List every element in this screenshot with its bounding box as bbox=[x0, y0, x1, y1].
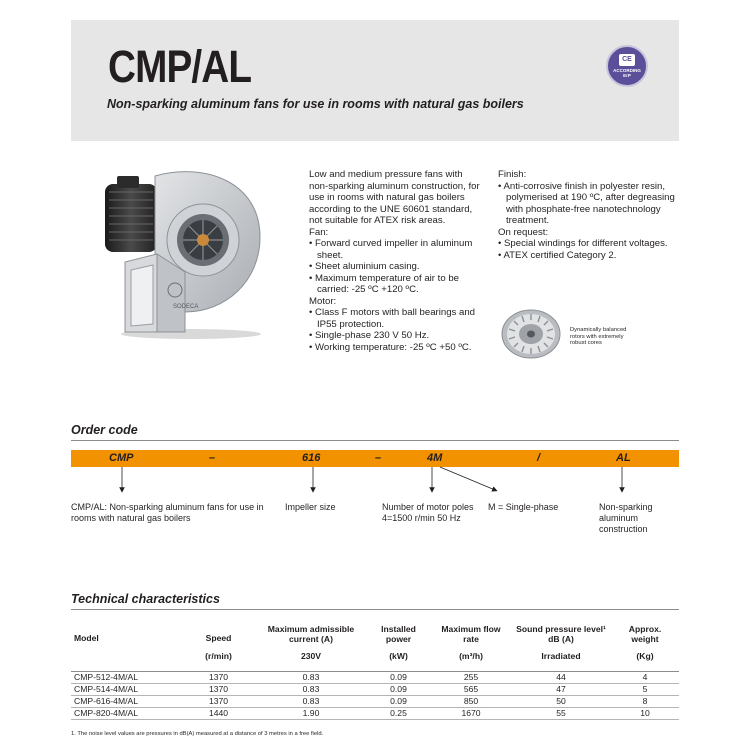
list-item: • Single-phase 230 V 50 Hz. bbox=[309, 330, 484, 342]
cell-flow: 255 bbox=[431, 672, 511, 684]
cell-model: CMP-512-4M/AL bbox=[71, 672, 181, 684]
badge-line-1: ACCORDING bbox=[613, 68, 641, 73]
header-panel bbox=[71, 20, 679, 141]
fan-product-image bbox=[95, 162, 275, 340]
cell-power: 0.09 bbox=[366, 684, 431, 696]
cell-weight: 4 bbox=[611, 672, 679, 684]
cell-current: 0.83 bbox=[256, 684, 366, 696]
col-header-speed: Speed bbox=[205, 632, 232, 643]
order-code-title: Order code bbox=[71, 423, 138, 437]
table-row bbox=[71, 708, 679, 720]
on-request-list bbox=[498, 238, 678, 261]
col-header-power: Installed power bbox=[381, 624, 416, 644]
code-desc-impeller: Impeller size bbox=[285, 502, 336, 512]
cell-model: CMP-820-4M/AL bbox=[71, 708, 181, 720]
on-request-heading: On request: bbox=[498, 226, 549, 238]
page-subtitle: Non-sparking aluminum fans for use in rooms with natural gas boilers bbox=[107, 97, 524, 111]
cell-sound: 47 bbox=[511, 684, 611, 696]
description-right-column bbox=[498, 169, 678, 261]
cell-sound: 44 bbox=[511, 672, 611, 684]
col-header-model: Model bbox=[74, 632, 99, 643]
order-code-bar bbox=[71, 450, 679, 467]
list-item: • Maximum temperature of air to be carried: -25 ºC +120 ºC. bbox=[309, 273, 484, 296]
unit-flow: (m³/h) bbox=[431, 651, 511, 672]
table-footnote: 1. The noise level values are pressures in dB(A) measured at a distance of 3 metres in a free field. bbox=[71, 731, 324, 737]
cell-current: 0.83 bbox=[256, 672, 366, 684]
col-header-flow: Maximum flow rate bbox=[441, 624, 501, 644]
photo-brand-label: SODECA bbox=[173, 304, 199, 310]
code-desc-phase: M = Single-phase bbox=[488, 502, 559, 512]
technical-table bbox=[71, 624, 679, 720]
col-header-weight: Approx. weight bbox=[628, 624, 662, 644]
finish-heading: Finish: bbox=[498, 169, 527, 180]
list-item: • Sheet aluminium casing. bbox=[309, 261, 484, 273]
cell-sound: 50 bbox=[511, 696, 611, 708]
cell-flow: 1670 bbox=[431, 708, 511, 720]
cell-speed: 1370 bbox=[181, 672, 256, 684]
code-desc-poles: Number of motor poles 4=1500 r/min 50 Hz bbox=[382, 502, 474, 523]
unit-current: 230V bbox=[256, 651, 366, 672]
col-header-sound: Sound pressure level¹ dB (A) bbox=[516, 624, 606, 644]
code-part-slash: / bbox=[537, 452, 541, 464]
cell-flow: 850 bbox=[431, 696, 511, 708]
unit-speed: (r/min) bbox=[181, 651, 256, 672]
table-row bbox=[71, 696, 679, 708]
badge-line-2: ErP bbox=[623, 73, 631, 78]
list-item: • Anti-corrosive finish in polyester resin, polymerised at 190 ºC, after degreasing with phosphate-free nanotechnology treatment. bbox=[498, 181, 678, 227]
list-item: • Working temperature: -25 ºC +50 ºC. bbox=[309, 342, 484, 354]
code-desc-material: Non-sparking aluminum construction bbox=[599, 502, 653, 534]
unit-weight: (Kg) bbox=[611, 651, 679, 672]
code-part-poles: 4M bbox=[427, 452, 443, 464]
cell-speed: 1370 bbox=[181, 696, 256, 708]
impeller-note: Dynamically balanced rotors with extremely robust cores bbox=[570, 327, 627, 347]
cell-speed: 1370 bbox=[181, 684, 256, 696]
col-header-current: Maximum admissible current (A) bbox=[267, 624, 355, 644]
description-left-column bbox=[309, 169, 484, 353]
code-desc-series: CMP/AL: Non-sparking aluminum fans for use in rooms with natural gas boilers bbox=[71, 502, 264, 523]
code-part-material: AL bbox=[616, 452, 631, 464]
code-part-dash: – bbox=[209, 452, 216, 464]
cell-flow: 565 bbox=[431, 684, 511, 696]
list-item: • Special windings for different voltages. bbox=[498, 238, 678, 250]
list-item: • Class F motors with ball bearings and IP55 protection. bbox=[309, 307, 484, 330]
intro-paragraph: Low and medium pressure fans with non-sparking aluminum construction, for use in rooms with natural gas boilers according to the UNE 60601 standard, not suitable for ATEX risk areas. bbox=[309, 169, 480, 226]
technical-title: Technical characteristics bbox=[71, 592, 220, 606]
finish-list bbox=[498, 181, 678, 227]
unit-power: (kW) bbox=[366, 651, 431, 672]
code-part-series: CMP bbox=[109, 452, 134, 464]
impeller-image bbox=[500, 305, 562, 360]
unit-model bbox=[71, 651, 181, 672]
cell-model: CMP-616-4M/AL bbox=[71, 696, 181, 708]
code-part-size: 616 bbox=[302, 452, 321, 464]
table-header-row bbox=[71, 624, 679, 651]
motor-heading: Motor: bbox=[309, 295, 337, 307]
cell-power: 0.09 bbox=[366, 672, 431, 684]
cell-current: 0.83 bbox=[256, 696, 366, 708]
list-item: • Forward curved impeller in aluminum sheet. bbox=[309, 238, 484, 261]
motor-features-list bbox=[309, 307, 484, 353]
fan-heading: Fan: bbox=[309, 226, 329, 238]
cell-current: 1.90 bbox=[256, 708, 366, 720]
cell-weight: 5 bbox=[611, 684, 679, 696]
code-part-dash: – bbox=[375, 452, 382, 464]
table-units-row bbox=[71, 651, 679, 672]
table-row bbox=[71, 672, 679, 684]
fan-features-list bbox=[309, 238, 484, 296]
ce-erp-badge bbox=[606, 45, 648, 87]
order-code-rule bbox=[71, 440, 679, 441]
technical-rule bbox=[71, 609, 679, 610]
table-row bbox=[71, 684, 679, 696]
cell-power: 0.09 bbox=[366, 696, 431, 708]
cell-speed: 1440 bbox=[181, 708, 256, 720]
cell-weight: 8 bbox=[611, 696, 679, 708]
cell-sound: 55 bbox=[511, 708, 611, 720]
cell-power: 0.25 bbox=[366, 708, 431, 720]
cell-model: CMP-514-4M/AL bbox=[71, 684, 181, 696]
unit-sound: Irradiated bbox=[511, 651, 611, 672]
ce-mark-icon: CE bbox=[619, 54, 635, 66]
list-item: • ATEX certified Category 2. bbox=[498, 250, 678, 262]
cell-weight: 10 bbox=[611, 708, 679, 720]
page-title: CMP/AL bbox=[108, 41, 252, 92]
